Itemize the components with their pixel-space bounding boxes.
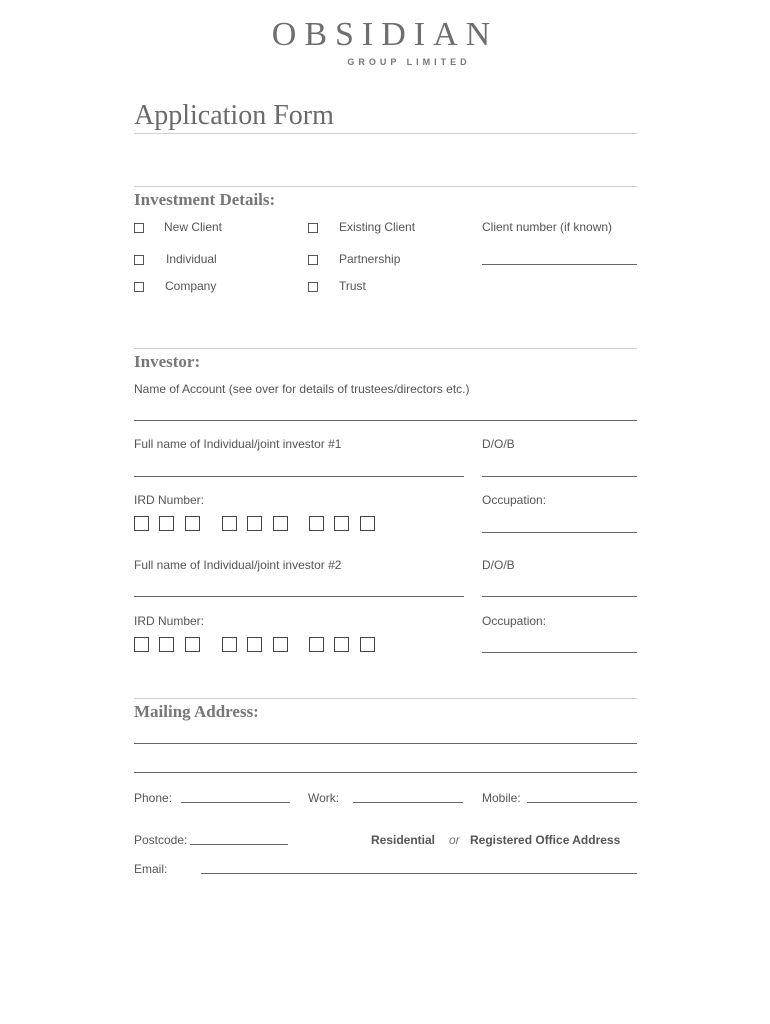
phone-label: Phone: — [134, 791, 173, 805]
postcode-field[interactable] — [190, 844, 288, 845]
ird-digit-box[interactable] — [185, 516, 200, 531]
trust-checkbox[interactable] — [308, 282, 318, 292]
ird-digit-box[interactable] — [309, 637, 324, 652]
work-label: Work: — [308, 791, 340, 805]
ird-digit-box[interactable] — [134, 516, 149, 531]
ird-digit-box[interactable] — [334, 637, 349, 652]
residential-option[interactable]: Residential — [371, 833, 436, 847]
investor1-occupation-label: Occupation: — [482, 493, 547, 507]
ird-digit-box[interactable] — [134, 637, 149, 652]
investor2-name-field[interactable] — [134, 596, 464, 597]
phone-field[interactable] — [181, 802, 290, 803]
ird-digit-box[interactable] — [360, 516, 375, 531]
partnership-label: Partnership — [339, 252, 401, 266]
ird-digit-box[interactable] — [360, 637, 375, 652]
ird-digit-box[interactable] — [222, 637, 237, 652]
ird-digit-box[interactable] — [334, 516, 349, 531]
ird-digit-box[interactable] — [247, 516, 262, 531]
ird-digit-box[interactable] — [222, 516, 237, 531]
logo-subtitle: GROUP LIMITED — [347, 57, 471, 67]
investor1-dob-label: D/O/B — [482, 437, 515, 451]
mailing-divider — [134, 698, 637, 699]
work-field[interactable] — [353, 802, 463, 803]
investor1-name-label: Full name of Individual/joint investor #1 — [134, 437, 342, 451]
account-name-label: Name of Account (see over for details of trustees/directors etc.) — [134, 382, 470, 396]
investor-divider — [134, 348, 637, 349]
investor1-dob-field[interactable] — [482, 476, 637, 477]
ird-digit-box[interactable] — [247, 637, 262, 652]
investor2-ird-label: IRD Number: — [134, 614, 205, 628]
investor2-occupation-field[interactable] — [482, 652, 637, 653]
trust-label: Trust — [339, 279, 366, 293]
investment-heading: Investment Details: — [134, 190, 276, 209]
individual-checkbox[interactable] — [134, 255, 144, 265]
mobile-field[interactable] — [527, 802, 637, 803]
ird-digit-box[interactable] — [159, 637, 174, 652]
investor2-ird-boxes[interactable] — [134, 637, 394, 655]
investor1-ird-label: IRD Number: — [134, 493, 205, 507]
ird-digit-box[interactable] — [309, 516, 324, 531]
page-title: Application Form — [134, 100, 334, 131]
client-number-field[interactable] — [482, 264, 637, 265]
investor2-dob-label: D/O/B — [482, 558, 515, 572]
account-name-field[interactable] — [134, 420, 637, 421]
ird-digit-box[interactable] — [185, 637, 200, 652]
ird-digit-box[interactable] — [159, 516, 174, 531]
logo: OBSIDIAN — [271, 16, 499, 53]
investor1-name-field[interactable] — [134, 476, 464, 477]
investor2-occupation-label: Occupation: — [482, 614, 547, 628]
mailing-heading: Mailing Address: — [134, 702, 259, 721]
address-line-2[interactable] — [134, 772, 637, 773]
registered-office-option[interactable]: Registered Office Address — [470, 833, 621, 847]
existing-client-label: Existing Client — [339, 220, 416, 234]
partnership-checkbox[interactable] — [308, 255, 318, 265]
investor1-occupation-field[interactable] — [482, 532, 637, 533]
individual-label: Individual — [166, 252, 217, 266]
investment-divider — [134, 186, 637, 187]
investor1-ird-boxes[interactable] — [134, 516, 394, 534]
new-client-checkbox[interactable] — [134, 223, 144, 233]
title-divider — [134, 133, 637, 134]
investor-heading: Investor: — [134, 352, 201, 371]
investor2-name-label: Full name of Individual/joint investor #2 — [134, 558, 342, 572]
email-label: Email: — [134, 862, 168, 876]
new-client-label: New Client — [164, 220, 223, 234]
mobile-label: Mobile: — [482, 791, 521, 805]
existing-client-checkbox[interactable] — [308, 223, 318, 233]
investor2-dob-field[interactable] — [482, 596, 637, 597]
company-label: Company — [165, 279, 217, 293]
ird-digit-box[interactable] — [273, 516, 288, 531]
postcode-label: Postcode: — [134, 833, 188, 847]
ird-digit-box[interactable] — [273, 637, 288, 652]
client-number-label: Client number (if known) — [482, 220, 613, 234]
email-field[interactable] — [201, 873, 637, 874]
company-checkbox[interactable] — [134, 282, 144, 292]
address-line-1[interactable] — [134, 743, 637, 744]
or-text: or — [449, 833, 460, 847]
